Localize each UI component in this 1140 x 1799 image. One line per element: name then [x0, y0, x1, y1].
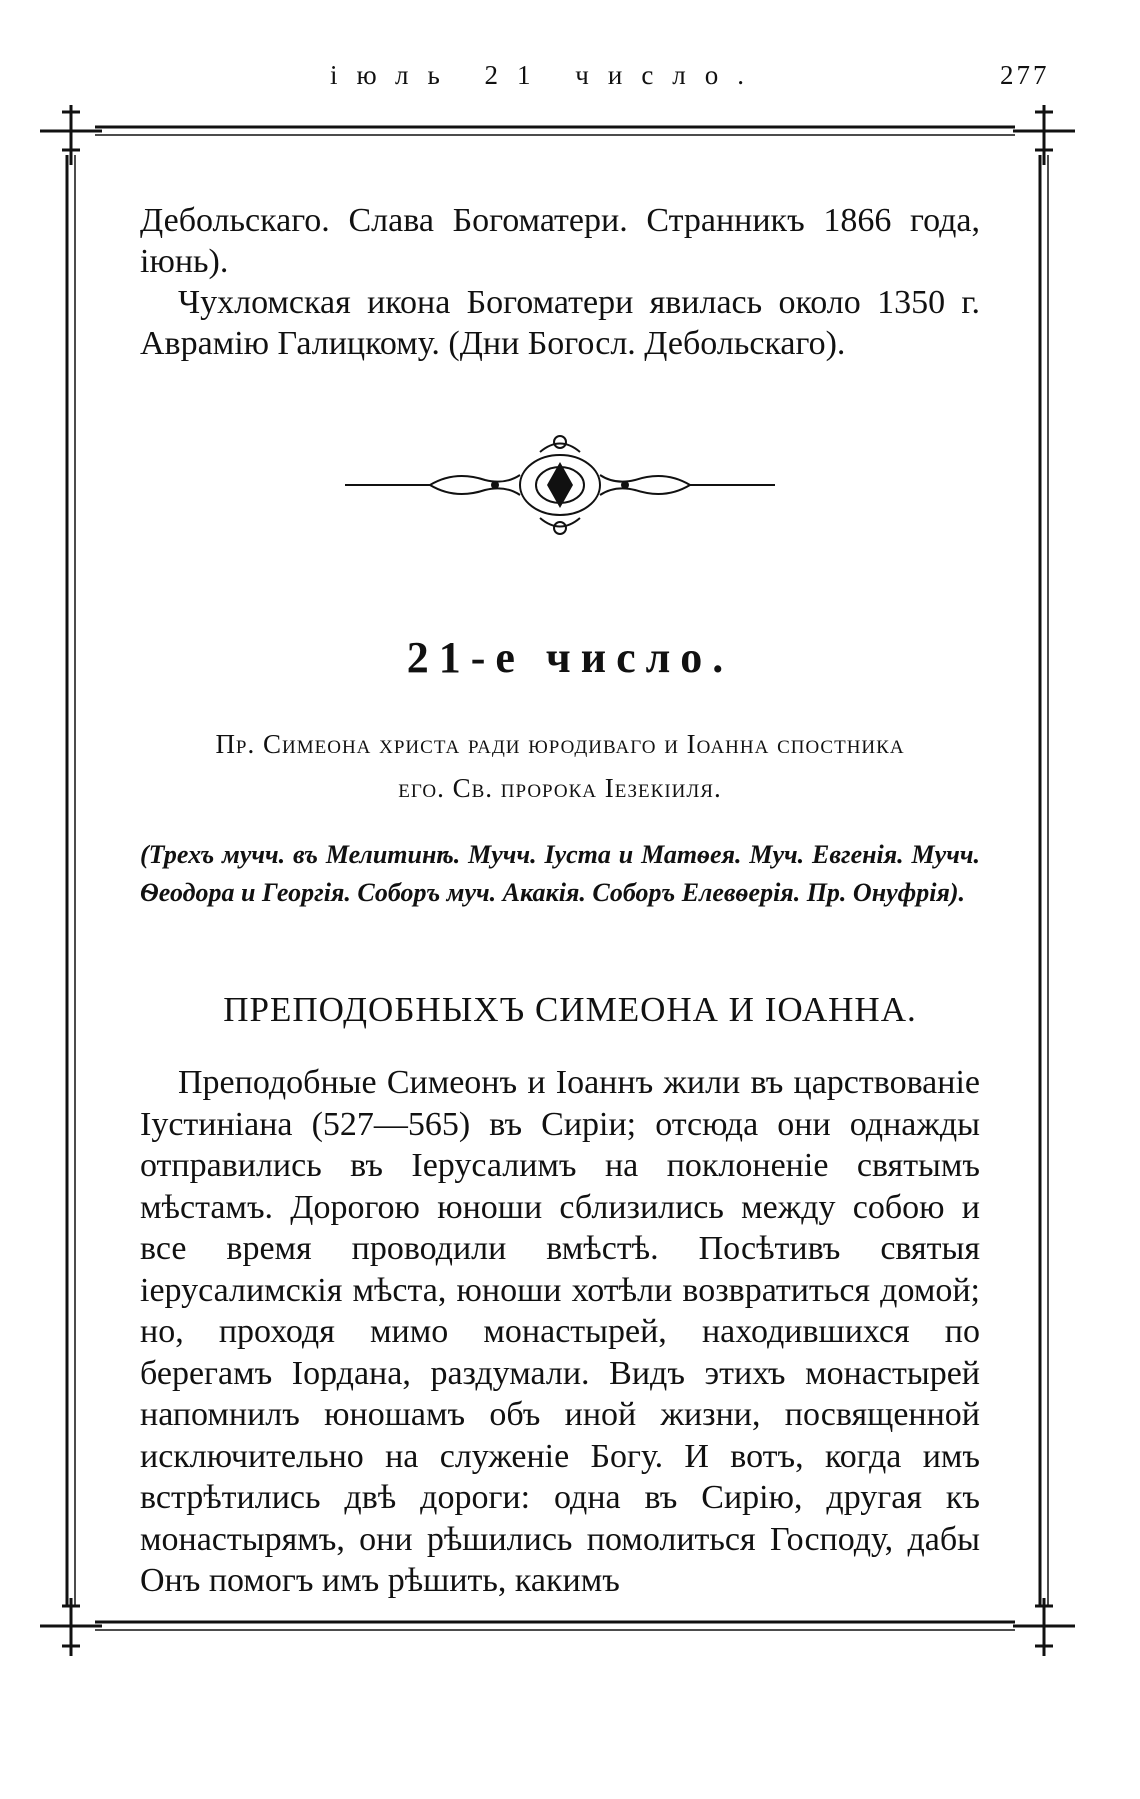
section-title: ПРЕПОДОБНЫХЪ СИМЕОНА И ІОАННА. — [223, 990, 917, 1029]
ornament-divider-icon — [345, 430, 775, 540]
day-heading: 21-е число. — [406, 633, 734, 682]
saints-line: Пр. Симеона христа ради юродиваго и Іоанна спостника — [215, 729, 905, 759]
previous-article-continuation — [140, 200, 980, 364]
body-paragraph: Преподобные Симеонъ и Іоаннъ жили въ царствованіе Іустиніана (527—565) въ Сиріи; отсюда они однажды отправились въ Іерусалимъ на поклоненіе святымъ мѣстамъ. Дорогою юноши сблизились между собою и все время проводили вмѣстѣ. Посѣтивъ святыя іерусалимскія мѣста, юноши хотѣли возвратиться домой; но, проходя мимо монастырей, находившихся по берегамъ Іордана, раздумали. Видъ этихъ монастырей напомнилъ юношамъ объ иной жизни, посвященной исключительно на служеніе Богу. И вотъ, когда имъ встрѣтились двѣ дороги: одна въ Сирію, другая къ монастырямъ, они рѣшились помолиться Господу, дабы Онъ помогъ имъ рѣшить, какимъ — [140, 1064, 980, 1599]
continuation-paragraph: Чухломская икона Богоматери явилась около 1350 г. Аврамію Галицкому. (Дни Богосл. Дебольскаго). — [140, 284, 980, 362]
running-title: іюль 21 число. — [330, 60, 764, 90]
continuation-paragraph: Дебольскаго. Слава Богоматери. Странникъ 1866 года, іюнь). — [140, 202, 980, 280]
article-body — [140, 1062, 980, 1602]
page-number: 277 — [1000, 60, 1050, 90]
commemorations: (Трехъ мучч. въ Мелитинѣ. Мучч. Іуста и Матѳея. Муч. Евгенія. Мучч. Ѳеодора и Георгія. Соборъ муч. Акакія. Соборъ Елевѳерія. Пр. Онуфрія). — [140, 840, 980, 907]
saints-line: его. Св. пророка Іезекіиля. — [398, 773, 722, 803]
saints-of-the-day — [140, 722, 980, 810]
